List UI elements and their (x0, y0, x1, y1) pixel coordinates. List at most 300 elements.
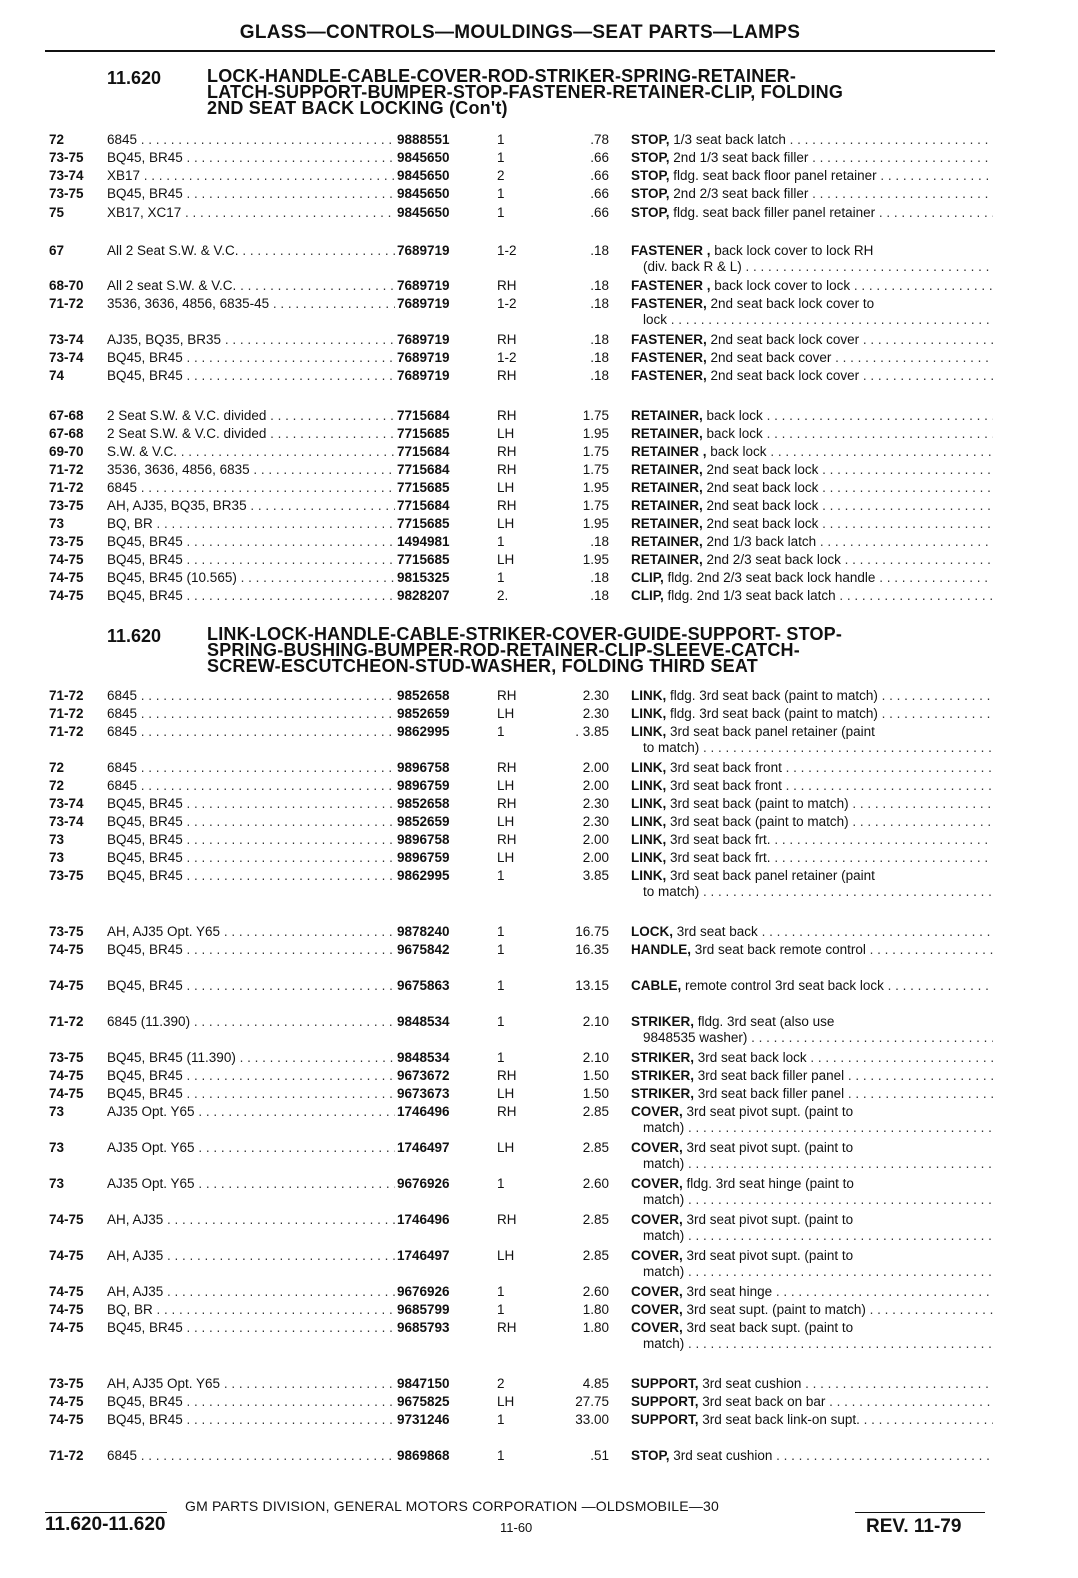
description-line (631, 814, 993, 830)
price: .18 (590, 368, 609, 383)
part-number: 9845650 (395, 186, 497, 202)
quantity: 1 (497, 1050, 505, 1065)
description-line (631, 368, 993, 384)
footer-rule (45, 1512, 167, 1513)
price: 2.00 (582, 778, 609, 793)
part-number: 9673672 (395, 1068, 497, 1084)
model-code: 6845 . . . (107, 688, 435, 704)
description-line (631, 498, 993, 514)
part-number: 9847150 (395, 1376, 497, 1392)
model-year: 73-75 (49, 186, 84, 201)
quantity: 1 (497, 942, 505, 957)
quantity: 1 (497, 132, 505, 147)
model-year: 73 (49, 1140, 65, 1155)
quantity: LH (497, 552, 515, 567)
part-name: RETAINER, (631, 426, 703, 441)
quantity: RH (497, 1104, 517, 1119)
description-line (631, 1104, 993, 1120)
description-line (631, 1412, 993, 1428)
description-line (631, 588, 993, 604)
model-code: BQ45, BR45 . . . (107, 868, 435, 884)
part-description (631, 1302, 993, 1318)
quantity: 1 (497, 1412, 505, 1427)
model-year: 73-74 (49, 168, 84, 183)
quantity: RH (497, 408, 517, 423)
description-text: 1/3 seat back latch (673, 132, 786, 147)
price: 33.00 (575, 1412, 609, 1427)
section-title-line: LATCH-SUPPORT-BUMPER-STOP-FASTENER-RETAINER-CLIP, FOLDING (207, 82, 844, 102)
model-code: AH, AJ35 . . . (107, 1284, 435, 1300)
part-description (631, 1050, 993, 1066)
part-name: RETAINER, (631, 408, 703, 423)
part-name: STOP, (631, 150, 670, 165)
model-code: 2 Seat S.W. & V.C. divided . . . (107, 426, 435, 442)
price: 2.60 (582, 1176, 609, 1191)
model-year: 72 (49, 132, 65, 147)
part-description (631, 1320, 993, 1352)
quantity: RH (497, 332, 517, 347)
price: 2.00 (582, 850, 609, 865)
part-number: 9888551 (395, 132, 497, 148)
part-number: 9878240 (395, 924, 497, 940)
part-number: 7715685 (395, 552, 497, 568)
price: 2.85 (582, 1104, 609, 1119)
part-description (631, 498, 993, 514)
part-number: 7689719 (395, 278, 497, 294)
model-code: BQ45, BR45 . . . (107, 1320, 435, 1336)
model-code: BQ45, BR45 (10.565) . . . (107, 570, 435, 586)
price: .18 (590, 243, 609, 258)
part-name: FASTENER , (631, 243, 711, 258)
part-number: 9845650 (395, 168, 497, 184)
model-year: 71-72 (49, 1014, 84, 1029)
description-line (631, 1302, 993, 1318)
description-line (631, 1336, 993, 1352)
quantity: LH (497, 516, 515, 531)
part-name: RETAINER, (631, 480, 703, 495)
part-number: 1746496 (395, 1104, 497, 1120)
part-description (631, 1104, 993, 1136)
quantity: 1 (497, 1014, 505, 1029)
description-text: fldg. 3rd seat hinge (paint to (686, 1176, 854, 1191)
description-line (631, 1030, 993, 1046)
part-name: STOP, (631, 132, 670, 147)
part-description (631, 570, 993, 586)
part-name: RETAINER, (631, 534, 703, 549)
model-code: BQ, BR . . . (107, 516, 435, 532)
model-code: S.W. & V.C. . . . (107, 444, 435, 460)
model-year: 67-68 (49, 408, 84, 423)
section-title (207, 626, 987, 674)
model-year: 67-68 (49, 426, 84, 441)
part-description (631, 942, 993, 958)
part-name: COVER, (631, 1140, 683, 1155)
description-line (631, 1140, 993, 1156)
description-line (631, 570, 993, 586)
section-title-line: 2ND SEAT BACK LOCKING (Con't) (207, 98, 508, 118)
model-code: 6845 . . . (107, 724, 435, 740)
model-code: BQ45, BR45 . . . (107, 534, 435, 550)
part-number: 9845650 (395, 150, 497, 166)
description-text: 2nd 1/3 seat back filler (673, 150, 809, 165)
model-code: BQ45, BR45 . . . (107, 942, 435, 958)
description-text: 3rd seat back remote control (694, 942, 866, 957)
description-text: 3rd seat pivot supt. (paint to (686, 1212, 854, 1227)
description-text: 3rd seat supt. (paint to match) (686, 1302, 866, 1317)
description-line (631, 278, 993, 294)
model-code: All 2 Seat S.W. & V.C. . . . (107, 243, 435, 259)
model-code: AJ35, BQ35, BR35 . . . (107, 332, 435, 348)
price: 2.85 (582, 1248, 609, 1263)
part-name: STRIKER, (631, 1050, 695, 1065)
price: 2.30 (582, 706, 609, 721)
description-text: back lock (706, 408, 763, 423)
part-number: 7715684 (395, 408, 497, 424)
quantity: RH (497, 832, 517, 847)
quantity: 1 (497, 924, 505, 939)
description-line (631, 426, 993, 442)
quantity: 1 (497, 570, 505, 585)
description-text: 3rd seat back link-on supt. (702, 1412, 860, 1427)
model-code: 6845 . . . (107, 1448, 435, 1464)
model-year: 73-75 (49, 534, 84, 549)
description-line (631, 1156, 993, 1172)
model-year: 67 (49, 243, 65, 258)
description-line (631, 1376, 993, 1392)
model-year: 74-75 (49, 1248, 84, 1263)
price: 2.00 (582, 760, 609, 775)
price: 2.10 (582, 1014, 609, 1029)
price: .78 (590, 132, 609, 147)
model-year: 74-75 (49, 1320, 84, 1335)
description-text: 3rd seat back front (670, 778, 782, 793)
part-description (631, 408, 993, 424)
description-line (631, 1284, 993, 1300)
part-number: 7689719 (395, 243, 497, 259)
part-number: 9896758 (395, 832, 497, 848)
price: .18 (590, 278, 609, 293)
part-number: 9675863 (395, 978, 497, 994)
part-number: 9852658 (395, 796, 497, 812)
description-line (631, 978, 993, 994)
quantity: RH (497, 278, 517, 293)
model-code: BQ45, BR45 . . . (107, 1394, 435, 1410)
part-number: 7715685 (395, 516, 497, 532)
price: 13.15 (575, 978, 609, 993)
description-line (631, 942, 993, 958)
model-year: 71-72 (49, 480, 84, 495)
part-description (631, 205, 993, 221)
part-name: CABLE, (631, 978, 682, 993)
part-number: 7689719 (395, 296, 497, 312)
part-number: 1746497 (395, 1140, 497, 1156)
quantity: RH (497, 498, 517, 513)
part-number: 9845650 (395, 205, 497, 221)
description-line (631, 243, 993, 259)
quantity: RH (497, 1068, 517, 1083)
price: .66 (590, 186, 609, 201)
description-line (631, 1176, 993, 1192)
part-description (631, 150, 993, 166)
model-year: 74-75 (49, 1212, 84, 1227)
model-year: 73-74 (49, 814, 84, 829)
part-name: STOP, (631, 1448, 670, 1463)
part-description (631, 534, 993, 550)
model-year: 73-75 (49, 498, 84, 513)
quantity: LH (497, 1394, 515, 1409)
footer-rule (855, 1512, 985, 1513)
description-line (631, 186, 993, 202)
description-text: 3rd seat back frt. (670, 832, 771, 847)
quantity: 1 (497, 978, 505, 993)
price: 27.75 (575, 1394, 609, 1409)
model-year: 73 (49, 1176, 65, 1191)
model-code: 6845 (11.390) . . . (107, 1014, 435, 1030)
part-number: 7715684 (395, 462, 497, 478)
model-year: 73-74 (49, 350, 84, 365)
price: .18 (590, 350, 609, 365)
model-year: 73-74 (49, 332, 84, 347)
page-number: 11-60 (500, 1520, 533, 1535)
header-rule (45, 50, 995, 52)
part-description (631, 868, 993, 900)
part-name: STOP, (631, 186, 670, 201)
part-description (631, 243, 993, 275)
model-code: 6845 . . . (107, 706, 435, 722)
price: 4.85 (582, 1376, 609, 1391)
part-name: COVER, (631, 1320, 683, 1335)
model-code: AH, AJ35 Opt. Y65 . . . (107, 1376, 435, 1392)
price: 1.95 (582, 516, 609, 531)
part-description (631, 1176, 993, 1208)
description-line (631, 740, 993, 756)
description-text: 3rd seat cushion (673, 1448, 773, 1463)
model-code: XB17 . . . (107, 168, 435, 184)
price: 1.75 (582, 408, 609, 423)
model-year: 71-72 (49, 706, 84, 721)
description-text: 3rd seat back panel retainer (paint (670, 868, 875, 883)
model-year: 73-75 (49, 150, 84, 165)
part-description (631, 588, 993, 604)
part-name: RETAINER, (631, 498, 703, 513)
part-name: FASTENER, (631, 332, 707, 347)
description-line (631, 688, 993, 704)
part-description (631, 1014, 993, 1046)
quantity: LH (497, 1140, 515, 1155)
description-line (631, 168, 993, 184)
part-name: LINK, (631, 850, 667, 865)
quantity: 2. (497, 588, 509, 603)
description-line (631, 760, 993, 776)
price: 1.95 (582, 480, 609, 495)
footer-division: GM PARTS DIVISION, GENERAL MOTORS CORPORATION —OLDSMOBILE—30 (185, 1498, 719, 1514)
quantity: 1 (497, 1284, 505, 1299)
description-text: 3rd seat back filler panel (697, 1068, 845, 1083)
footer-section-range: 11.620-11.620 (45, 1514, 166, 1535)
description-line (631, 1212, 993, 1228)
part-number: 7689719 (395, 350, 497, 366)
description-text: 2nd 2/3 seat back lock (706, 552, 841, 567)
price: 3.85 (582, 868, 609, 883)
price: .51 (590, 1448, 609, 1463)
model-code: AJ35 Opt. Y65 . . . (107, 1104, 435, 1120)
description-text: remote control 3rd seat back lock (685, 978, 884, 993)
model-code: AJ35 Opt. Y65 . . . (107, 1176, 435, 1192)
description-line (631, 778, 993, 794)
model-year: 74-75 (49, 978, 84, 993)
section-title-line: LOCK-HANDLE-CABLE-COVER-ROD-STRIKER-SPRING-RETAINER- (207, 66, 797, 86)
model-year: 74-75 (49, 1394, 84, 1409)
quantity: RH (497, 444, 517, 459)
model-year: 73-75 (49, 924, 84, 939)
part-description (631, 552, 993, 568)
part-description (631, 850, 993, 866)
model-year: 74-75 (49, 1284, 84, 1299)
model-year: 72 (49, 778, 65, 793)
part-name: LINK, (631, 868, 667, 883)
quantity: LH (497, 480, 515, 495)
model-code: BQ45, BR45 . . . (107, 832, 435, 848)
model-code: BQ45, BR45 . . . (107, 552, 435, 568)
description-text: 2nd seat back lock (706, 480, 819, 495)
model-code: BQ45, BR45 . . . (107, 1086, 435, 1102)
part-name: COVER, (631, 1284, 683, 1299)
description-line (631, 1086, 993, 1102)
part-description (631, 832, 993, 848)
part-description (631, 706, 993, 722)
part-description (631, 724, 993, 756)
part-number: 9852659 (395, 706, 497, 722)
description-text: 3rd seat back on bar (702, 1394, 826, 1409)
description-text: fldg. 2nd 2/3 seat back lock handle (667, 570, 876, 585)
quantity: LH (497, 426, 515, 441)
part-name: COVER, (631, 1302, 683, 1317)
quantity: LH (497, 1248, 515, 1263)
description-line (631, 312, 993, 328)
description-line (631, 1264, 993, 1280)
model-code: BQ45, BR45 . . . (107, 150, 435, 166)
quantity: 1 (497, 534, 505, 549)
model-code: BQ45, BR45 . . . (107, 350, 435, 366)
description-line (631, 850, 993, 866)
part-description (631, 1376, 993, 1392)
model-code: 3536, 3636, 4856, 6835 . . . (107, 462, 435, 478)
price: 1.95 (582, 426, 609, 441)
part-name: FASTENER, (631, 296, 707, 311)
model-code: BQ45, BR45 . . . (107, 814, 435, 830)
description-line (631, 132, 993, 148)
model-year: 73 (49, 1104, 65, 1119)
model-year: 71-72 (49, 724, 84, 739)
quantity: RH (497, 1320, 517, 1335)
part-name: LINK, (631, 688, 667, 703)
part-name: LINK, (631, 832, 667, 847)
description-line (631, 1228, 993, 1244)
part-description (631, 278, 993, 294)
description-text: (div. back R & L) (643, 259, 742, 274)
model-year: 74 (49, 368, 65, 383)
model-code: BQ45, BR45 . . . (107, 1412, 435, 1428)
description-text: 3rd seat cushion (702, 1376, 802, 1391)
part-description (631, 978, 993, 994)
quantity: RH (497, 796, 517, 811)
description-line (631, 480, 993, 496)
quantity: 1 (497, 1302, 505, 1317)
quantity: LH (497, 778, 515, 793)
model-code: 2 Seat S.W. & V.C. divided . . . (107, 408, 435, 424)
price: .66 (590, 168, 609, 183)
part-number: 9675842 (395, 942, 497, 958)
description-text: 3rd seat back filler panel (697, 1086, 845, 1101)
part-description (631, 1140, 993, 1172)
model-code: BQ45, BR45 . . . (107, 1068, 435, 1084)
description-text: match) (643, 1264, 685, 1279)
price: 1.75 (582, 498, 609, 513)
part-description (631, 426, 993, 442)
description-line (631, 516, 993, 532)
model-year: 74-75 (49, 552, 84, 567)
model-code: 6845 . . . (107, 132, 435, 148)
model-code: AJ35 Opt. Y65 . . . (107, 1140, 435, 1156)
quantity: LH (497, 850, 515, 865)
description-text: fldg. 2nd 1/3 seat back latch (667, 588, 836, 603)
description-text: match) (643, 1192, 685, 1207)
description-line (631, 724, 993, 740)
part-name: FASTENER, (631, 368, 707, 383)
part-description (631, 1284, 993, 1300)
part-number: 1746497 (395, 1248, 497, 1264)
description-line (631, 408, 993, 424)
description-line (631, 534, 993, 550)
model-year: 75 (49, 205, 65, 220)
description-text: 2nd seat back lock (706, 462, 819, 477)
quantity: 1-2 (497, 350, 517, 365)
part-number: 9896759 (395, 778, 497, 794)
description-text: 2nd seat back lock cover to (710, 296, 875, 311)
part-name: CLIP, (631, 588, 664, 603)
description-line (631, 296, 993, 312)
description-line (631, 259, 993, 275)
part-number: 9685799 (395, 1302, 497, 1318)
quantity: 1 (497, 186, 505, 201)
part-number: 9828207 (395, 588, 497, 604)
part-number: 9848534 (395, 1050, 497, 1066)
model-code: BQ45, BR45 . . . (107, 186, 435, 202)
part-name: COVER, (631, 1212, 683, 1227)
model-code: BQ45, BR45 . . . (107, 796, 435, 812)
description-text: 3rd seat pivot supt. (paint to (686, 1104, 854, 1119)
model-code: AH, AJ35 Opt. Y65 . . . (107, 924, 435, 940)
model-year: 68-70 (49, 278, 84, 293)
model-code: AH, AJ35, BQ35, BR35 . . . (107, 498, 435, 514)
description-text: 3rd seat back supt. (paint to (686, 1320, 854, 1335)
part-description (631, 1068, 993, 1084)
part-number: 7715684 (395, 444, 497, 460)
model-code: BQ45, BR45 . . . (107, 368, 435, 384)
description-line (631, 150, 993, 166)
price: 1.50 (582, 1086, 609, 1101)
part-name: FASTENER, (631, 350, 707, 365)
model-year: 71-72 (49, 296, 84, 311)
part-number: 7715684 (395, 498, 497, 514)
part-description (631, 444, 993, 460)
price: 1.50 (582, 1068, 609, 1083)
description-text: 2nd seat back cover (710, 350, 832, 365)
model-code: BQ45, BR45 (11.390) . . . (107, 1050, 435, 1066)
price: 16.75 (575, 924, 609, 939)
description-text: 3rd seat back frt. (670, 850, 771, 865)
part-name: LINK, (631, 760, 667, 775)
